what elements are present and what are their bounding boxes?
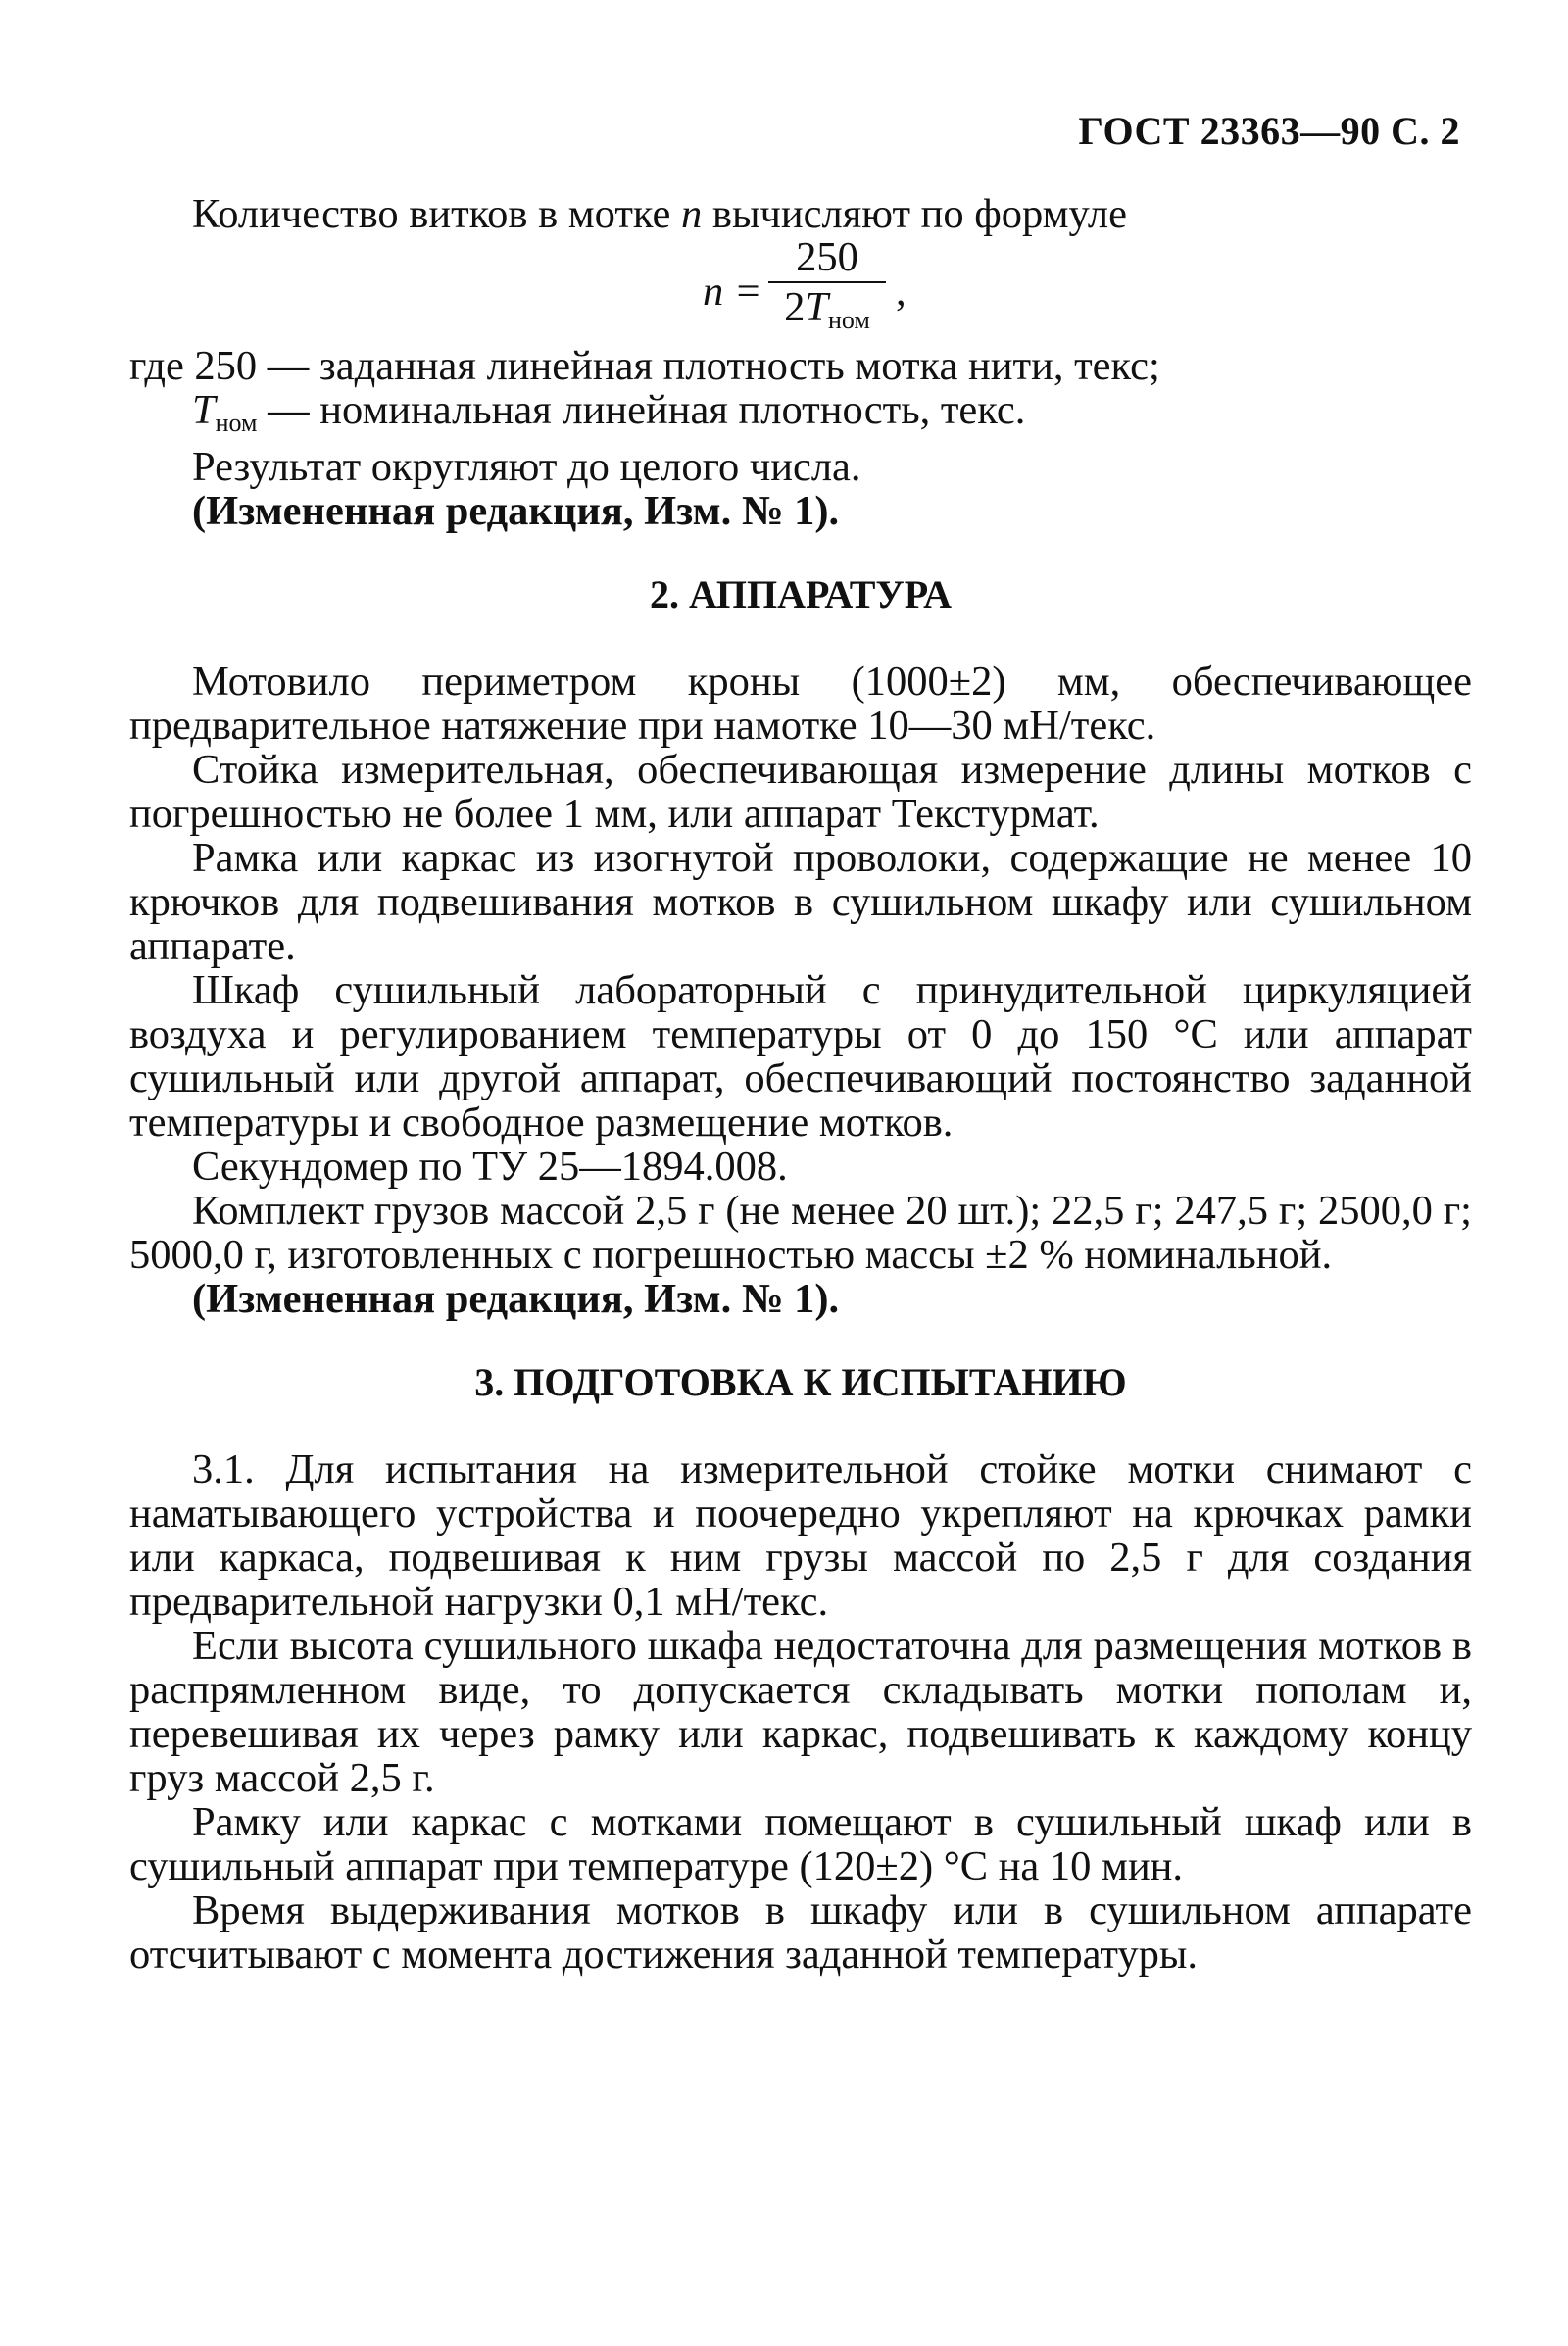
formula-tnom-line: $T_{ном}$ — номинальная линейная плотность, текс. (192, 387, 1026, 437)
formula-denominator: $2T_{ном}$ (784, 284, 870, 334)
change-note-1: (Измененная редакция, Изм. № 1). (192, 488, 840, 534)
section3-paragraph: Если высота сушильного шкафа недостаточна для размещения мотков в распрямленном виде, то допускается складывать мотки пополам и, перевешивая их через рамку или каркас, подвешивать к каждому концу груз массой 2,5 г. (129, 1623, 1472, 1801)
formula-numerator: 250 (796, 234, 858, 280)
document-body (129, 192, 1472, 1977)
formula-rounding-line: Результат округляют до целого числа. (192, 444, 861, 490)
section-heading-3: 3. ПОДГОТОВКА К ИСПЫТАНИЮ (474, 1360, 1127, 1404)
section2-paragraph: Мотовило периметром кроны (1000±2) мм, обеспечивающее предварительное натяжение при намотке 10—30 мН/текс. (129, 659, 1472, 749)
section2-paragraph: Стойка измерительная, обеспечивающая измерение длины мотков с погрешностью не более 1 мм, или аппарат Текстурмат. (129, 747, 1472, 837)
formula-comma: , (896, 269, 906, 315)
formula (129, 236, 1472, 344)
section2-paragraph: Комплект грузов массой 2,5 г (не менее 20 шт.); 22,5 г; 247,5 г; 2500,0 г; 5000,0 г, изготовленных с погрешностью массы ±2 % номинальной. (129, 1188, 1472, 1278)
section2-paragraph: Шкаф сушильный лабораторный с принудительной циркуляцией воздуха и регулированием температуры от 0 до 150 °С или аппарат сушильный или другой аппарат, обеспечивающий постоянство заданной температуры и свободное размещение мотков. (129, 967, 1472, 1146)
section3-paragraph: Рамку или каркас с мотками помещают в сушильный шкаф или в сушильный аппарат при температуре (120±2) °С на 10 мин. (129, 1799, 1472, 1889)
formula-intro: Количество витков в мотке n вычисляют по формуле (192, 191, 1128, 237)
section-heading-2: 2. АППАРАТУРА (650, 572, 952, 616)
section2-paragraph: Секундомер по ТУ 25—1894.008. (192, 1144, 788, 1190)
change-note-2: (Измененная редакция, Изм. № 1). (192, 1276, 840, 1322)
section2-paragraph: Рамка или каркас из изогнутой проволоки, содержащие не менее 10 крючков для подвешивания мотков в сушильном шкафу или сушильном аппарате. (129, 835, 1472, 969)
formula-lhs: n = (703, 269, 762, 315)
running-head: ГОСТ 23363—90 С. 2 (1078, 109, 1460, 153)
section3-paragraph: 3.1. Для испытания на измерительной стойке мотки снимают с наматывающего устройства и поочередно укрепляют на крючках рамки или каркаса, подвешивая к ним грузы массой по 2,5 г для создания предварительной нагрузки 0,1 мН/текс. (129, 1446, 1472, 1625)
section3-paragraph: Время выдерживания мотков в шкафу или в сушильном аппарате отсчитывают с момента достижения заданной температуры. (129, 1887, 1472, 1978)
formula-where-line: где 250 — заданная линейная плотность мотка нити, текс; (129, 343, 1160, 389)
formula-intro-var: n (681, 191, 703, 237)
formula-fraction (768, 236, 886, 342)
fraction-bar (768, 281, 886, 283)
